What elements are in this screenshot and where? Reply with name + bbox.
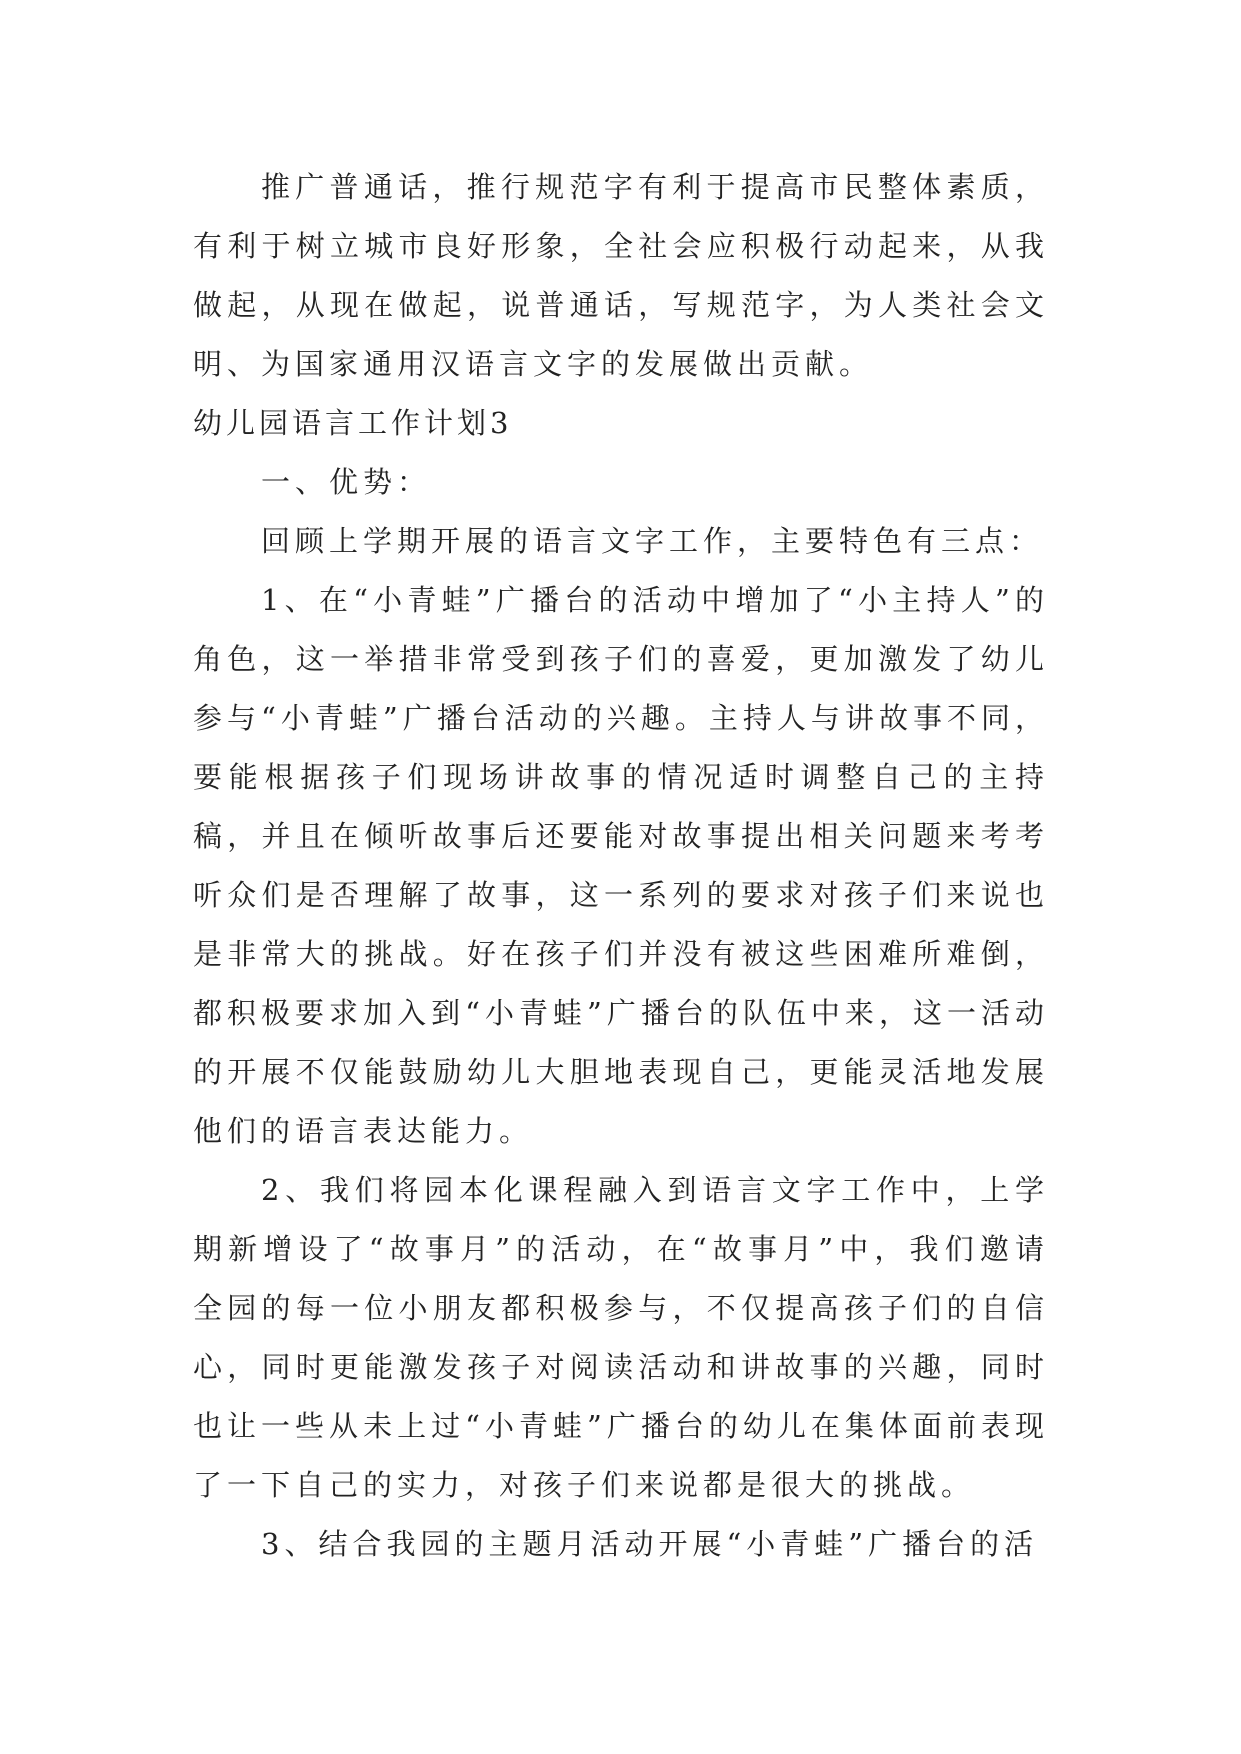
paragraph-point-1: 1、在“小青蛙”广播台的活动中增加了“小主持人”的角色，这一举措非常受到孩子们的喜爱，更加激发了幼儿参与“小青蛙”广播台活动的兴趣。主持人与讲故事不同，要能根据孩子们现场讲故事的情况适时调整自己的主持稿，并且在倾听故事后还要能对故事提出相关问题来考考听众们是否理解了故事，这一系列的要求对孩子们来说也是非常大的挑战。好在孩子们并没有被这些困难所难倒，都积极要求加入到“小青蛙”广播台的队伍中来，这一活动的开展不仅能鼓励幼儿大胆地表现自己，更能灵活地发展他们的语言表达能力。 [193, 583, 1049, 1148]
subheading-advantages: 一、优势： [261, 465, 432, 499]
paragraph-point-2: 2、我们将园本化课程融入到语言文字工作中，上学期新增设了“故事月”的活动，在“故事月”中，我们邀请全园的每一位小朋友都积极参与，不仅提高孩子们的自信心，同时更能激发孩子对阅读活动和讲故事的兴趣，同时也让一些从未上过“小青蛙”广播台的幼儿在集体面前表现了一下自己的实力，对孩子们来说都是很大的挑战。 [193, 1173, 1049, 1502]
paragraph-conclusion: 推广普通话，推行规范字有利于提高市民整体素质，有利于树立城市良好形象，全社会应积极行动起来，从我做起，从现在做起，说普通话，写规范字，为人类社会文明、为国家通用汉语言文字的发展做出贡献。 [193, 170, 1049, 381]
paragraph-review: 回顾上学期开展的语言文字工作，主要特色有三点： [261, 524, 1044, 558]
section-title: 幼儿园语言工作计划3 [193, 406, 513, 440]
document-body [193, 158, 1049, 1574]
paragraph-point-3: 3、结合我园的主题月活动开展“小青蛙”广播台的活 [261, 1527, 1039, 1561]
